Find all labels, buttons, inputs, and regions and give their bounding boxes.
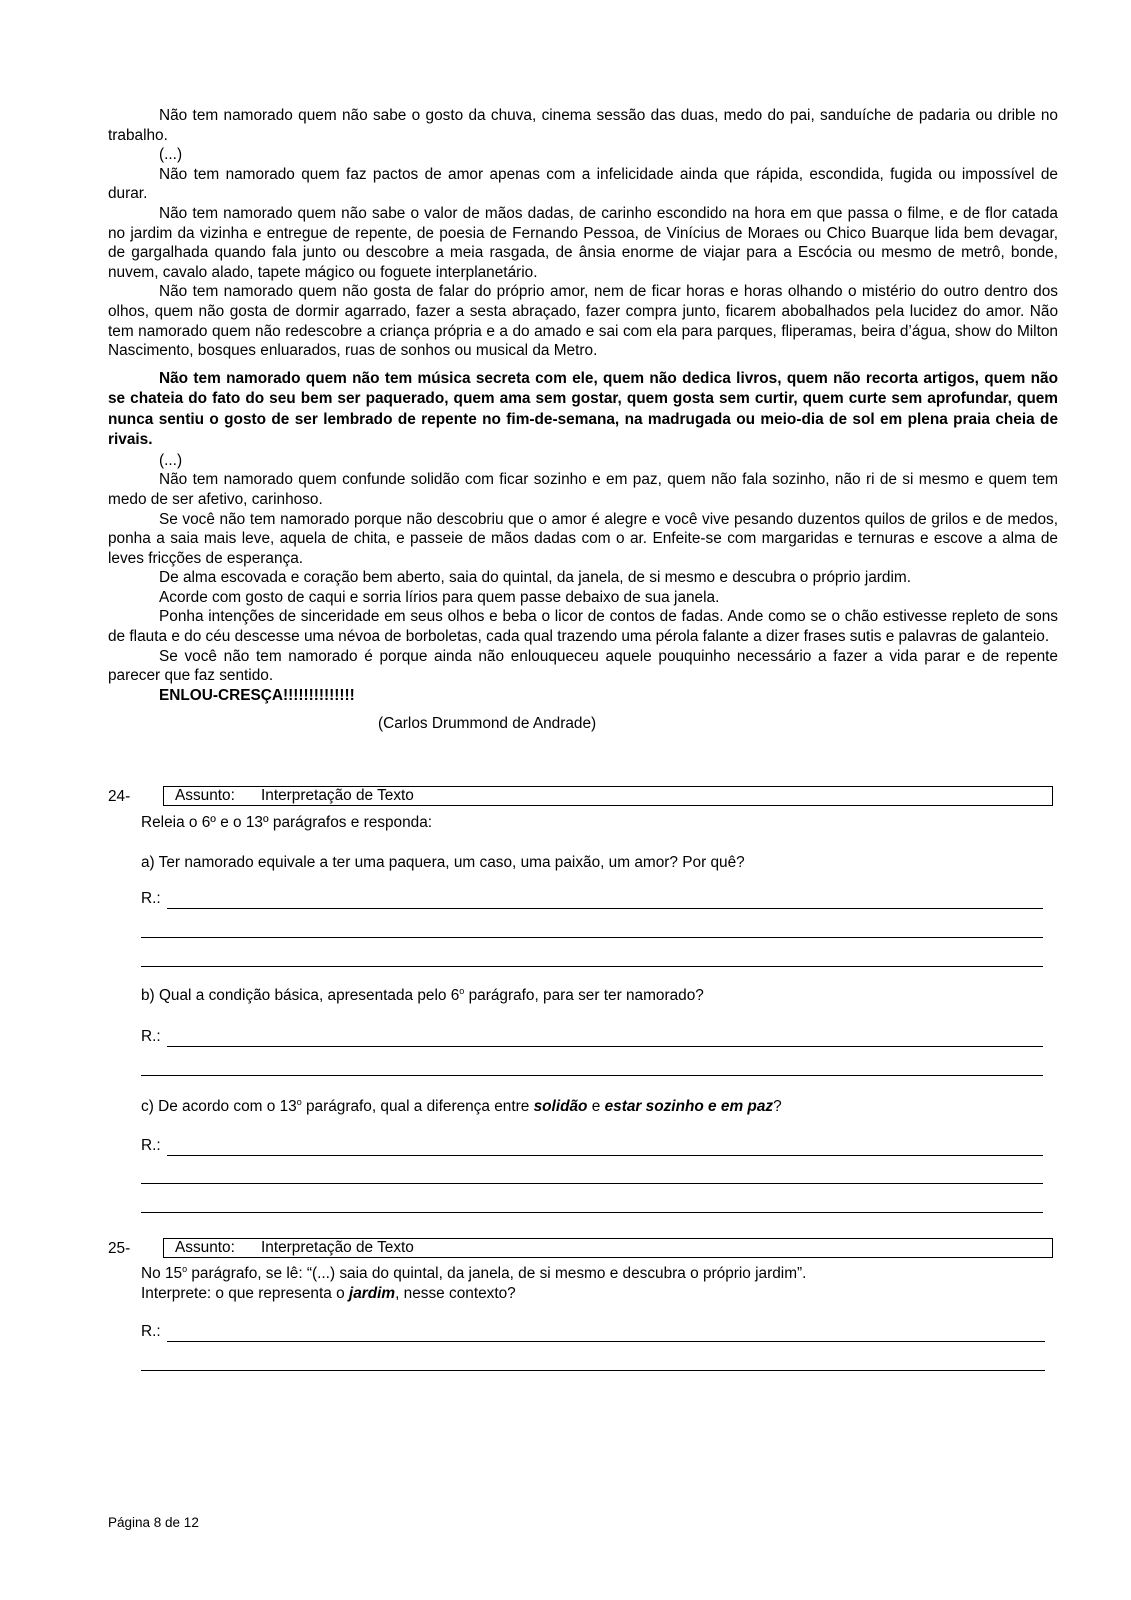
answer-line[interactable] <box>167 1341 1045 1342</box>
answer-line[interactable] <box>167 1046 1043 1047</box>
subject-box <box>163 1238 1053 1258</box>
answer-label: R.: <box>141 1137 161 1154</box>
question-24a: a) Ter namorado equivale a ter uma paquera, um caso, uma paixão, um amor? Por quê? <box>141 854 745 871</box>
paragraph: Se você não tem namorado porque não descobriu que o amor é alegre e você vive pesando duzentos quilos de grilos e de medos, ponha a saia mais leve, aquela de chita, e passeie de mãos dadas com o ar. Enfeite-se com margaridas e ternuras e escove a alma de leves fricções de esperança. <box>108 510 1058 567</box>
paragraph: Não tem namorado quem não sabe o gosto da chuva, cinema sessão das duas, medo do pai, sanduíche de padaria ou drible no trabalho. <box>108 107 1058 144</box>
text-fragment: b) Qual a condição básica, apresentada pelo 6 <box>141 987 460 1004</box>
answer-label: R.: <box>141 890 161 907</box>
answer-line[interactable] <box>141 1370 1045 1371</box>
text-fragment: ? <box>773 1098 782 1115</box>
question-number: 25- <box>108 1240 131 1257</box>
author-credit: (Carlos Drummond de Andrade) <box>378 715 597 733</box>
answer-line[interactable] <box>141 1075 1043 1076</box>
text-fragment: No 15 <box>141 1265 183 1282</box>
answer-line[interactable] <box>167 1155 1043 1156</box>
subject-box <box>163 786 1053 806</box>
emphasis-term: jardim <box>348 1285 396 1302</box>
subject-label: Assunto: <box>175 787 235 804</box>
paragraph: Não tem namorado quem não gosta de falar do próprio amor, nem de ficar horas e horas olhando o mistério do outro dentro dos olhos, quem não gosta de dormir agarrado, fazer a sesta abraçado, fazer compra junto, ficarem abobalhados pela lucidez do amor. Não tem namorado quem não redescobre a criança própria e a do amado e sai com ela para parques, fliperamas, beira d’água, show do Milton Nascimento, bosques enluarados, ruas de sonhos ou musical da Metro. <box>108 283 1058 360</box>
answer-line[interactable] <box>141 966 1043 967</box>
answer-label: R.: <box>141 1323 161 1340</box>
question-number: 24- <box>108 788 131 805</box>
question-24b <box>141 986 704 1006</box>
paragraph: Se você não tem namorado é porque ainda não enlouqueceu aquele pouquinho necessário a fazer a vida parar e de repente parecer que faz sentido. <box>108 647 1058 685</box>
superscript: o <box>459 986 465 996</box>
question-25-header <box>108 1238 1058 1262</box>
closing-exclamation: ENLOU-CRESÇA!!!!!!!!!!!!!! <box>159 686 355 704</box>
answer-line[interactable] <box>141 1212 1043 1213</box>
question-24c <box>141 1097 782 1117</box>
text-fragment: e <box>587 1098 605 1115</box>
text-fragment: , nesse contexto? <box>395 1285 516 1302</box>
text-fragment: Interprete: o que representa o <box>141 1285 349 1302</box>
paragraph: Não tem namorado quem não sabe o valor de mãos dadas, de carinho escondido na hora em que passa o filme, e de flor catada no jardim da vizinha e entregue de repente, de poesia de Fernando Pessoa, de Vinícius de Moraes ou Chico Buarque lida bem devagar, de gargalhada quando fala junto ou descobre a meia rasgada, de ânsia enorme de viajar para a Escócia ou mesmo de metrô, bonde, nuvem, cavalo alado, tapete mágico ou foguete interplanetário. <box>108 204 1058 281</box>
subject-label: Assunto: <box>175 1239 235 1256</box>
subject-value: Interpretação de Texto <box>261 1239 414 1256</box>
emphasis-term: solidão <box>533 1098 588 1115</box>
question-25-line-2 <box>141 1284 516 1304</box>
paragraph: Não tem namorado quem faz pactos de amor apenas com a infelicidade ainda que rápida, escondida, fugida ou impossível de durar. <box>108 165 1058 203</box>
text-fragment: c) De acordo com o 13 <box>141 1098 297 1115</box>
ellipsis: (...) <box>159 451 183 469</box>
paragraph: Não tem namorado quem confunde solidão com ficar sozinho e em paz, quem não fala sozinho, não ri de si mesmo e quem tem medo de ser afetivo, carinhoso. <box>108 471 1058 508</box>
answer-label: R.: <box>141 1028 161 1045</box>
answer-line[interactable] <box>141 937 1043 938</box>
paragraph: Acorde com gosto de caqui e sorria lírios para quem passe debaixo de sua janela. <box>159 588 720 606</box>
paragraph: Ponha intenções de sinceridade em seus olhos e beba o licor de contos de fadas. Ande como se o chão estivesse repleto de sons de flauta e do céu descesse uma névoa de borboletas, cada qual trazendo uma pérola falante a dizer frases sutis e palavras de galanteio. <box>108 608 1058 646</box>
subject-value: Interpretação de Texto <box>261 787 414 804</box>
superscript: o <box>296 1097 302 1107</box>
ellipsis: (...) <box>159 146 183 164</box>
emphasis-term: estar sozinho e em paz <box>604 1098 774 1115</box>
answer-line[interactable] <box>141 1183 1043 1184</box>
text-fragment: parágrafo, qual a diferença entre <box>301 1098 534 1115</box>
question-25-line-1 <box>141 1264 806 1284</box>
bold-paragraph: Não tem namorado quem não tem música secreta com ele, quem não dedica livros, quem não recorta artigos, quem não se chateia do fato do seu bem ser paquerado, quem ama sem gostar, quem gosta sem curtir, quem curte sem aprofundar, quem nunca sentiu o gosto de ser lembrado de repente no fim-de-semana, na madrugada ou meio-dia de sol em plena praia cheia de rivais. <box>108 369 1058 449</box>
text-fragment: parágrafo, para ser ter namorado? <box>464 987 704 1004</box>
answer-line[interactable] <box>167 908 1043 909</box>
question-24-intro: Releia o 6º e o 13º parágrafos e responda: <box>141 814 433 831</box>
paragraph: De alma escovada e coração bem aberto, saia do quintal, da janela, de si mesmo e descubra o próprio jardim. <box>159 569 911 587</box>
page-number: Página 8 de 12 <box>108 1515 199 1530</box>
question-24-header <box>108 786 1058 810</box>
superscript: o <box>182 1264 188 1274</box>
text-fragment: parágrafo, se lê: “(...) saia do quintal, da janela, de si mesmo e descubra o próprio jardim”. <box>187 1265 807 1282</box>
reading-text <box>108 106 1058 733</box>
